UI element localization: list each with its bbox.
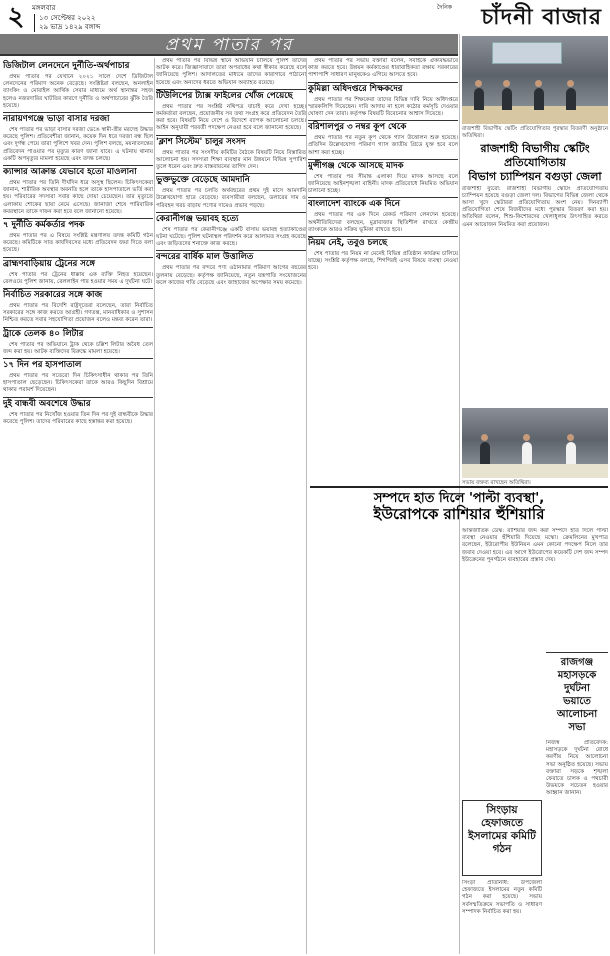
side-headline: রাজগঞ্জ মহাসড়কে দুর্ঘটনা ভয়াতে আলোচনা সভা — [546, 652, 608, 738]
headline: নিয়ম নেই, তবুও চলছে — [308, 236, 458, 249]
headline: ক্যান্সার আক্রান্ত যেভাবে হতো মাওলানা — [3, 165, 153, 178]
person-figure — [474, 88, 484, 110]
article-body: শেষ পাতার পর কেরানীগঞ্জে একটি বাসায় ভয়াবহ হত্যাকাণ্ডের ঘটনা ঘটেছে। পুলিশ ঘটনাস্থল পরিদর্শন করে আলামত সংগ্রহ করেছে এবং জড়িতদের শনাক্তে কাজ করছে। — [156, 226, 306, 248]
headline: নির্বাচিত সরকারের সঙ্গে কাজ — [3, 288, 153, 301]
brand-tag: দৈনিক — [436, 4, 452, 11]
date-english: ১৩ সেপ্টেম্বর ২০২২ — [39, 14, 96, 22]
headline-2-line-2: ইউরোপকে রাশিয়ার হুঁশিয়ারি — [373, 505, 545, 523]
news-photo-2 — [462, 408, 608, 478]
article-body: প্রথম পাতার পর বন্দরে পণ্য ওঠানামার পরিমাণ আগের বছরের তুলনায় বেড়েছে। কর্তৃপক্ষ জানিয়েছে, নতুন যন্ত্রপাতি সংযোজনের ফলে কাজের গতি বেড়েছে এবং জাহাজের অপেক্ষার সময় কমেছে। — [156, 265, 306, 286]
news-photo-1 — [462, 36, 608, 124]
person-figure — [522, 442, 532, 464]
article-body: প্রথম পাতার পর সংশ্লিষ্ট নথিপত্র যাচাই করে দেখা হচ্ছে। কর্মকর্তারা বলছেন, প্রয়োজনীয় সব তথ্য সংগ্রহ করে প্রতিবেদন তৈরি করা হবে। বিষয়টি নিয়ে দেশে ও বিদেশে ব্যাপক আলোচনা চলছে। আইন অনুযায়ী পরবর্তী পদক্ষেপ নেওয়া হবে বলে জানানো হয়েছে। — [156, 103, 306, 132]
date-bengali: ২৯ ভাদ্র ১৪২৯ বঙ্গাব্দ — [39, 23, 101, 31]
headline: ১৭ দিন পর হাসপাতাল — [3, 358, 153, 371]
headline: দুই বান্ধবী অবশেষে উদ্ধার — [3, 397, 153, 410]
photo-caption: রাজশাহী বিভাগীয় স্কেটিং প্রতিযোগিতার পুরস্কার বিতরণী অনুষ্ঠানে অতিথিরা। — [462, 126, 608, 139]
article-body: প্রথম পাতার পর নতুন কূপ থেকে গ্যাস উত্তোলন শুরু হয়েছে। প্রতিদিন উল্লেখযোগ্য পরিমাণ গ্যাস জাতীয় গ্রিডে যুক্ত হবে বলে আশা করা হচ্ছে। — [308, 135, 458, 156]
article-body: শেষ পাতার পর নিয়ম না মেনেই বিভিন্ন প্রতিষ্ঠান কার্যক্রম চালিয়ে যাচ্ছে। সংশ্লিষ্ট কর্তৃপক্ষ বলছে, শিগগিরই এসব বিষয়ে ব্যবস্থা নেওয়া হবে। — [308, 251, 458, 272]
column-divider — [306, 58, 307, 954]
headline: ব্রাহ্মণবাড়িয়ায় ট্রেনের সঙ্গে — [3, 257, 153, 270]
person-head — [503, 80, 510, 87]
article-body: প্রথম পাতার পর সংসদীয় কমিটির বৈঠকে বিষয়টি নিয়ে বিস্তারিত আলোচনা হয়। সদস্যরা শিক্ষা ব্যবস্থার মান উন্নয়নে বিভিন্ন সুপারিশ তুলে ধরেন এবং দ্রুত বাস্তবায়নের তাগিদ দেন। — [156, 149, 306, 171]
article-body: প্রথম পাতার পর সতেরো দিন চিকিৎসাধীন থাকার পর তিনি হাসপাতাল ছেড়েছেন। চিকিৎসকেরা তাকে আরও কিছুদিন বিশ্রামে থাকার পরামর্শ দিয়েছেন। — [3, 373, 153, 394]
person-figure — [534, 88, 544, 110]
column-a — [3, 58, 153, 954]
article-body: প্রথম পাতার পর তিনি দীর্ঘদিন ধরে অসুস্থ ছিলেন। চিকিৎসকেরা জানান, শারীরিক অবস্থার অবনতি হলে তাকে হাসপাতালে ভর্তি করা হয়। পরিবারের সদস্যরা সবার কাছে দোয়া চেয়েছেন। তার মৃত্যুতে এলাকায় শোকের ছায়া নেমে এসেছে। জানাজা শেষে পারিবারিক কবরস্থানে তাকে দাফন করা হবে বলে জানানো হয়েছে। — [3, 180, 153, 215]
article-body: শেষ পাতার পর নিখোঁজ হওয়ার তিন দিন পর দুই বান্ধবীকে উদ্ধার করেছে পুলিশ। তাদের পরিবারের কাছে হস্তান্তর করা হয়েছে। — [3, 411, 153, 425]
headline: বন্দরের বার্ষিক মাল উত্তালিত — [156, 250, 306, 263]
headline: কেরানীগঞ্জ ভয়াবহ হত্যে — [156, 212, 306, 225]
article-body: প্রথম পাতার পর এ বিষয়ে সংশ্লিষ্ট মন্ত্রণালয় তদন্ত কমিটি গঠন করেছে। কমিটিকে সাত কার্যদিবসের মধ্যে প্রতিবেদন জমা দিতে বলা হয়েছে। — [3, 233, 153, 254]
person-head — [535, 80, 542, 87]
article-body: প্রথম পাতার পর বিদেশি রাষ্ট্রদূতেরা বলেছেন, তারা নির্বাচিত সরকারের সঙ্গে কাজ করতে আগ্রহী। গণতন্ত্র, মানবাধিকার ও সুশাসন নিশ্চিত করতে সবার সহযোগিতা প্রয়োজন বলেও মন্তব্য করেন তারা। — [3, 303, 153, 324]
person-head — [475, 80, 482, 87]
headline-1-line-2: বিভাগ চ্যাম্পিয়ন বগুড়া জেলা — [468, 169, 602, 183]
headline: ৭ দুর্নীতি কর্মকর্তার পদক — [3, 218, 153, 231]
headline: মুন্সীগঞ্জ থেকে আসছে মাদক — [308, 159, 458, 172]
column-b — [156, 58, 306, 954]
headline: নারায়ণগঞ্জে ভাড়া বাসার দরজা — [3, 112, 153, 125]
boxed-headline: সিংড়ায় হেফাজতে ইসলামের কমিটি গঠন — [462, 800, 542, 876]
headline: ভুক্তভুক্তে বেড়েছে আমদানি — [156, 173, 306, 186]
article-body: প্রথম পাতার পর বিভিন্ন স্থানে অভিযান চালিয়ে পুলিশ তাদের আটক করে। জিজ্ঞাসাবাদে তারা অপরাধের কথা স্বীকার করেছে বলে জানিয়েছে পুলিশ। আদালতের মাধ্যমে তাদের কারাগারে পাঠানো হয়েছে এবং অন্যদের ধরতে অভিযান অব্যাহত রয়েছে। — [156, 58, 306, 86]
article-body: সিংড়া প্রতিনিধি: উপজেলা হেফাজতে ইসলামের নতুন কমিটি গঠন করা হয়েছে। সভায় সর্বসম্মতিক্রমে সভাপতি ও সাধারণ সম্পাদক নির্বাচিত করা হয়। — [462, 880, 542, 915]
article-body: নিজস্ব প্রতিবেদক: মহাসড়কে দুর্ঘটনা রোধে করণীয় নিয়ে আলোচনা সভা অনুষ্ঠিত হয়েছে। সভায় বক্তারা সড়কে শৃঙ্খলা ফেরাতে চালক ও পথচারী উভয়কে সচেতন হওয়ার আহ্বান জানান। — [546, 740, 608, 797]
brand-logo: চাঁদনী বাজার — [481, 4, 602, 30]
article-body: প্রথম পাতার পর সভায় বক্তারা বলেন, সবাইকে ঐক্যবদ্ধভাবে কাজ করতে হবে। উন্নয়ন কর্মকাণ্ডের ধারাবাহিকতা রক্ষায় সরকারের পাশাপাশি সাধারণ মানুষকেও এগিয়ে আসতে হবে। — [308, 58, 458, 79]
headline: বরিশালপুর ৩ নম্বর কূপ থেকে — [308, 120, 458, 133]
section-banner: প্রথম পাতার পর — [0, 34, 458, 56]
newspaper-brand — [436, 0, 602, 34]
person-figure — [566, 442, 576, 464]
headline: কুমিল্লা অধিদপ্তরে শিক্ষকদের — [308, 82, 458, 95]
person-figure — [502, 88, 512, 110]
article-body: প্রথম পাতার পর চলতি অর্থবছরের প্রথম দুই মাসে আমদানি উল্লেখযোগ্য হারে বেড়েছে। ব্যবসায়ীরা বলছেন, ডলারের দাম ও পরিবহন খরচ বাড়ায় পণ্যের দামেও প্রভাব পড়ছে। — [156, 188, 306, 209]
person-head — [567, 80, 574, 87]
article-body: শেষ পাতার পর ট্রেনের ধাক্কায় এক ব্যক্তি নিহত হয়েছেন। রেলওয়ে পুলিশ জানায়, রেললাইন পার হওয়ার সময় এ দুর্ঘটনা ঘটে। — [3, 271, 153, 285]
headline: ডিজিটাল লেনদেনে দুর্নীতি-অর্থপাচার — [3, 61, 130, 71]
article-body: শেষ পাতার পর সীমান্ত এলাকা দিয়ে মাদক আসছে বলে জানিয়েছে আইনশৃঙ্খলা বাহিনী। মাদক প্রতিরোধে নিয়মিত অভিযান চালানো হচ্ছে। — [308, 173, 458, 195]
article-body: রাজশাহী ব্যুরো: রাজশাহী বিভাগীয় স্কেটিং প্রতিযোগিতায় চ্যাম্পিয়ন হয়েছে বগুড়া জেলা দল। বিভাগের বিভিন্ন জেলা থেকে আসা খুদে স্কেটাররা প্রতিযোগিতায় অংশ নেয়। দিনব্যাপী প্রতিযোগিতা শেষে বিজয়ীদের মধ্যে পুরস্কার বিতরণ করা হয়। অতিথিরা বলেন, শিশু-কিশোরদের খেলাধুলায় উৎসাহিত করতে এমন আয়োজন নিয়মিত করা প্রয়োজন। — [462, 185, 608, 228]
weekday: মঙ্গলবার — [32, 4, 56, 12]
headline: বাংলাদেশ ব্যাংকে এক দিনে — [308, 197, 458, 210]
headline: টিউলিপের ট্যাক্স ফাইলের খোঁজ পেয়েছে — [156, 89, 306, 102]
person-figure — [480, 442, 490, 464]
headline: ট্রাকে তেলক ৪০ লিটার — [3, 327, 153, 340]
photo-caption: সভায় বক্তব্য রাখছেন অতিথিরা। — [462, 479, 531, 486]
person-head — [567, 434, 574, 441]
article-body: প্রথম পাতার পর শিক্ষকেরা তাদের বিভিন্ন দাবি নিয়ে অধিদপ্তরে স্মারকলিপি দিয়েছেন। দাবি আদায় না হলে কঠোর কর্মসূচি দেওয়ার ঘোষণা দেন তারা। কর্তৃপক্ষ বিষয়টি বিবেচনার আশ্বাস দিয়েছে। — [308, 96, 458, 118]
person-head — [523, 434, 530, 441]
page-number: ২ — [7, 2, 25, 32]
masthead — [0, 0, 610, 34]
headline-2-line-1: সম্পদে হাত দিলে 'পাল্টা ব্যবস্থা', — [310, 486, 608, 507]
headline-1-line-1: রাজশাহী বিভাগীয় স্কেটিং প্রতিযোগিতায় — [480, 141, 590, 169]
column-divider — [154, 58, 155, 954]
article-body: শেষ পাতার পর অভিযানে ট্রাক থেকে চল্লিশ লিটার অবৈধ তেল জব্দ করা হয়। আটক ব্যক্তিদের বিরুদ্ধে মামলা হয়েছে। — [3, 341, 153, 355]
person-figure — [566, 88, 576, 110]
article-body: প্রথম পাতার পর যেখানে ২০২১ সালে দেশে ডিজিটাল লেনদেনের পরিমাণ অনেক বেড়েছে। সংশ্লিষ্টরা বলছেন, অনলাইন ব্যাংকিং ও মোবাইল আর্থিক সেবার মাধ্যমে অর্থ স্থানান্তর সহজ হলেও নজরদারির ঘাটতির কারণে দুর্নীতি ও অর্থপাচারের ঝুঁকি তৈরি হয়েছে। — [3, 74, 153, 109]
article-body: প্রথম পাতার পর এক দিনে রেকর্ড পরিমাণ লেনদেন হয়েছে। অর্থনীতিবিদেরা বলছেন, মুদ্রাবাজার স্থিতিশীল রাখতে কেন্দ্রীয় ব্যাংককে আরও সক্রিয় ভূমিকা রাখতে হবে। — [308, 212, 458, 233]
table-graphic — [462, 464, 608, 478]
article-body: শেষ পাতার পর ভাড়া বাসার দরজা ভেঙে স্বামী-স্ত্রীর মরদেহ উদ্ধার করেছে পুলিশ। প্রতিবেশীরা জানান, কয়েক দিন ধরে দরজা বন্ধ ছিল এবং দুর্গন্ধ পেয়ে তারা পুলিশে খবর দেন। পুলিশ বলছে, ময়নাতদন্তের প্রতিবেদন পাওয়ার পর মৃত্যুর কারণ জানা যাবে। এ ঘটনায় থানায় একটি অপমৃত্যুর মামলা হয়েছে এবং তদন্ত চলছে। — [3, 127, 153, 162]
person-head — [481, 434, 488, 441]
headline: 'ক্লাশ সিস্টেম' চালুর সংসদ — [156, 135, 306, 148]
date-block — [34, 14, 100, 32]
article-body: আন্তর্জাতিক ডেস্ক: রাশিয়ার জব্দ করা সম্পদে হাত দিলে পাল্টা ব্যবস্থা নেওয়ার হুঁশিয়ারি দিয়েছে মস্কো। ক্রেমলিনের মুখপাত্র বলেছেন, ইউরোপীয় ইউনিয়ন এমন কোনো পদক্ষেপ নিলে তার জবাব দেওয়া হবে। এর আগে ইউরোপের কয়েকটি দেশ জব্দ সম্পদ ইউক্রেনের পুনর্গঠনে ব্যবহারের প্রস্তাব দেয়। — [462, 528, 608, 563]
event-banner-graphic — [492, 42, 562, 64]
